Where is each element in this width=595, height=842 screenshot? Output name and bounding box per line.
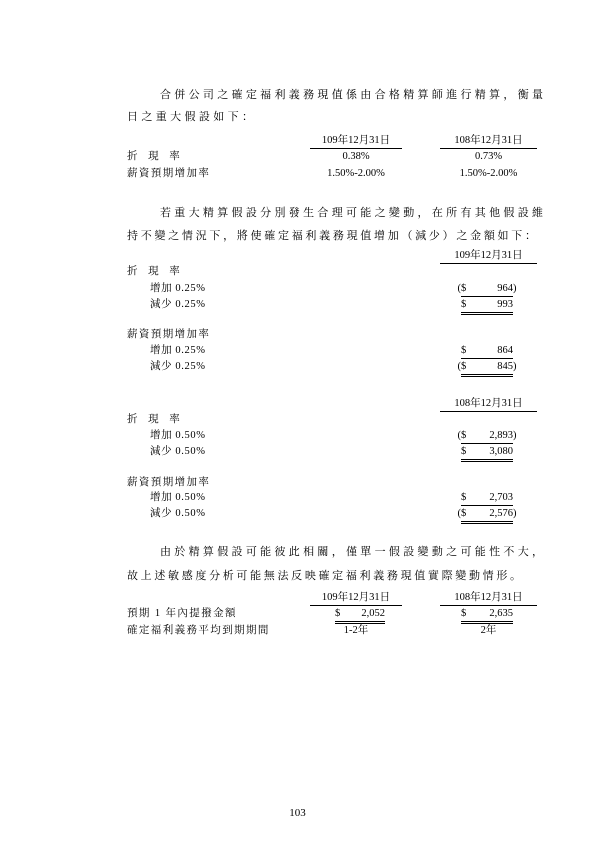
close-paren: ): [513, 283, 517, 294]
amount-cell: [461, 445, 513, 462]
amount-value: 2,703: [489, 492, 513, 503]
paragraph-assumptions-line-2: 日之重大假設如下：: [127, 111, 255, 123]
discount-rate-108: 0.73%: [474, 151, 503, 162]
salary-growth-108: 1.50%-2.00%: [459, 168, 518, 179]
amount-value: 2,635: [489, 608, 513, 619]
paragraph-sensitivity-line-1: 若重大精算假設分別發生合理可能之變動，在所有其他假設維: [160, 207, 545, 219]
paragraph-assumptions-line-1: 合併公司之確定福利義務現值係由合格精算師進行精算，衡量: [160, 89, 545, 101]
amount-cell: [457, 507, 517, 524]
row-label-decrease: 減少 0.50%: [150, 446, 206, 457]
amount-cell: [457, 282, 517, 297]
amount-value: 2,576: [489, 508, 513, 519]
currency-symbol: $: [461, 299, 467, 310]
open-paren: (: [457, 283, 461, 294]
row-label-increase: 增加 0.50%: [150, 430, 206, 441]
open-paren: (: [457, 361, 461, 372]
assumptions-header-108: 108年12月31日: [440, 134, 537, 149]
row-label-increase: 增加 0.25%: [150, 345, 206, 356]
currency-symbol: $: [461, 492, 467, 503]
paragraph-sensitivity-line-2: 持不變之情況下，將使確定福利義務現值增加（減少）之金額如下：: [127, 230, 538, 242]
amount-value: 864: [497, 345, 513, 356]
close-paren: ): [513, 361, 517, 372]
paragraph-caveat-line-1: 由於精算假設可能彼此相關，僅單一假設變動之可能性不大，: [160, 546, 545, 558]
amount-value: 964: [497, 283, 513, 294]
row-label-decrease: 減少 0.50%: [150, 508, 206, 519]
salary-growth-109: 1.50%-2.00%: [327, 168, 385, 179]
amount-cell: [457, 429, 517, 444]
row-label-increase: 增加 0.50%: [150, 492, 206, 503]
open-paren: (: [457, 430, 461, 441]
contribution-header-109: 109年12月31日: [310, 591, 402, 606]
average-duration-109: 1-2年: [343, 625, 369, 636]
row-label-average-duration: 確定福利義務平均到期期間: [127, 625, 270, 636]
amount-value: 993: [497, 299, 513, 310]
paragraph-caveat-line-2: 故上述敏感度分析可能無法反映確定福利義務現值實際變動情形。: [127, 570, 523, 582]
currency-symbol: $: [461, 608, 467, 619]
amount-value: 3,080: [489, 446, 513, 457]
currency-symbol: $: [461, 430, 467, 441]
assumptions-header-109: 109年12月31日: [310, 134, 402, 149]
group-label-discount-rate: 折 現 率: [127, 266, 184, 277]
sensitivity-header-109: 109年12月31日: [440, 249, 537, 264]
amount-cell: [335, 607, 385, 624]
amount-value: 2,052: [361, 608, 385, 619]
amount-value: 845: [497, 361, 513, 372]
row-label-expected-contribution: 預期 1 年內提撥金額: [127, 608, 237, 619]
discount-rate-109: 0.38%: [342, 151, 370, 162]
amount-cell: [457, 360, 517, 377]
currency-symbol: $: [461, 345, 467, 356]
group-label-salary-growth: 薪資預期增加率: [127, 477, 211, 488]
amount-cell: [461, 298, 513, 315]
contribution-header-108: 108年12月31日: [440, 591, 537, 606]
row-label-decrease: 減少 0.25%: [150, 361, 206, 372]
group-label-discount-rate: 折 現 率: [127, 414, 184, 425]
currency-symbol: $: [335, 608, 341, 619]
amount-cell: [461, 344, 513, 359]
amount-value: 2,893: [489, 430, 513, 441]
row-label-decrease: 減少 0.25%: [150, 299, 206, 310]
currency-symbol: $: [461, 283, 467, 294]
row-label-salary-growth: 薪資預期增加率: [127, 168, 211, 179]
average-duration-108: 2年: [480, 625, 497, 636]
sensitivity-header-108: 108年12月31日: [440, 397, 537, 412]
currency-symbol: $: [461, 446, 467, 457]
amount-cell: [461, 607, 513, 624]
open-paren: (: [457, 508, 461, 519]
row-label-discount-rate: 折 現 率: [127, 151, 184, 162]
close-paren: ): [513, 430, 517, 441]
row-label-increase: 增加 0.25%: [150, 283, 206, 294]
page-number: 103: [289, 807, 306, 819]
group-label-salary-growth: 薪資預期增加率: [127, 329, 211, 340]
close-paren: ): [513, 508, 517, 519]
currency-symbol: $: [461, 361, 467, 372]
amount-cell: [461, 491, 513, 506]
currency-symbol: $: [461, 508, 467, 519]
